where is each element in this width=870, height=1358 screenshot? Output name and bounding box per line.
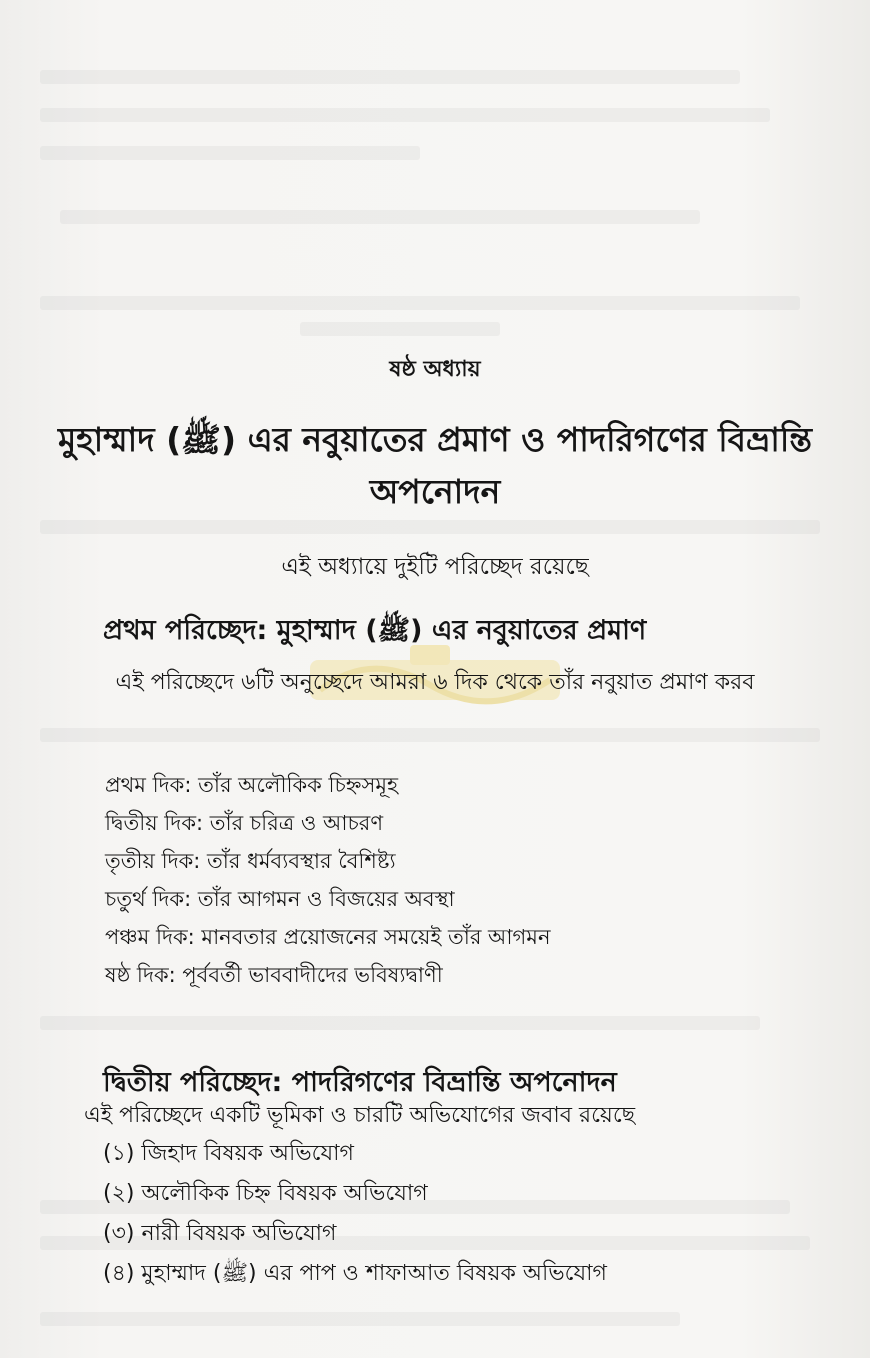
- bleed-through-line: [40, 70, 740, 84]
- bleed-through-line: [40, 296, 800, 310]
- list-item: (৩) নারী বিষয়ক অভিযোগ: [103, 1221, 337, 1246]
- list-item: ষষ্ঠ দিক: পূর্ববর্তী ভাববাদীদের ভবিষ্যদ্বাণী: [105, 963, 443, 987]
- list-item: প্রথম দিক: তাঁর অলৌকিক চিহ্নসমূহ: [105, 773, 399, 797]
- chapter-label: ষষ্ঠ অধ্যায়: [389, 357, 481, 382]
- chapter-intro: এই অধ্যায়ে দুইটি পরিচ্ছেদ রয়েছে: [281, 554, 589, 580]
- section-2-list: [103, 1134, 607, 1294]
- bleed-through-line: [40, 728, 820, 742]
- list-item: দ্বিতীয় দিক: তাঁর চরিত্র ও আচরণ: [105, 811, 384, 835]
- list-item: পঞ্চম দিক: মানবতার প্রয়োজনের সময়েই তাঁর আগমন: [105, 925, 551, 949]
- bleed-through-line: [40, 146, 420, 160]
- bleed-through-line: [40, 1016, 760, 1030]
- section-1-description: এই পরিচ্ছেদে ৬টি অনুচ্ছেদে আমরা ৬ দিক থেকে তাঁর নবুয়াত প্রমাণ করব: [115, 670, 755, 695]
- section-1-list: [105, 766, 551, 994]
- bleed-through-line: [40, 520, 820, 534]
- list-item: (৪) মুহাম্মাদ (ﷺ) এর পাপ ও শাফাআত বিষয়ক অভিযোগ: [103, 1261, 607, 1286]
- bleed-through-line: [60, 210, 700, 224]
- section-2-description: এই পরিচ্ছেদে একটি ভূমিকা ও চারটি অভিযোগের জবাব রয়েছে: [84, 1103, 636, 1128]
- chapter-title: মুহাম্মাদ (ﷺ) এর নবুয়াতের প্রমাণ ও পাদরিগণের বিভ্রান্তি অপনোদন: [57, 420, 813, 511]
- list-item: (২) অলৌকিক চিহ্ন বিষয়ক অভিযোগ: [103, 1181, 428, 1206]
- bleed-through-line: [40, 1312, 680, 1326]
- section-1-heading: প্রথম পরিচ্ছেদ: মুহাম্মাদ (ﷺ) এর নবুয়াতের প্রমাণ: [103, 615, 647, 646]
- bleed-through-line: [300, 322, 500, 336]
- bleed-through-line: [40, 108, 770, 122]
- list-item: (১) জিহাদ বিষয়ক অভিযোগ: [103, 1141, 354, 1166]
- section-2-heading: দ্বিতীয় পরিচ্ছেদ: পাদরিগণের বিভ্রান্তি অপনোদন: [103, 1067, 617, 1098]
- list-item: তৃতীয় দিক: তাঁর ধর্মব্যবস্থার বৈশিষ্ট্য: [105, 849, 396, 873]
- list-item: চতুর্থ দিক: তাঁর আগমন ও বিজয়ের অবস্থা: [105, 887, 455, 911]
